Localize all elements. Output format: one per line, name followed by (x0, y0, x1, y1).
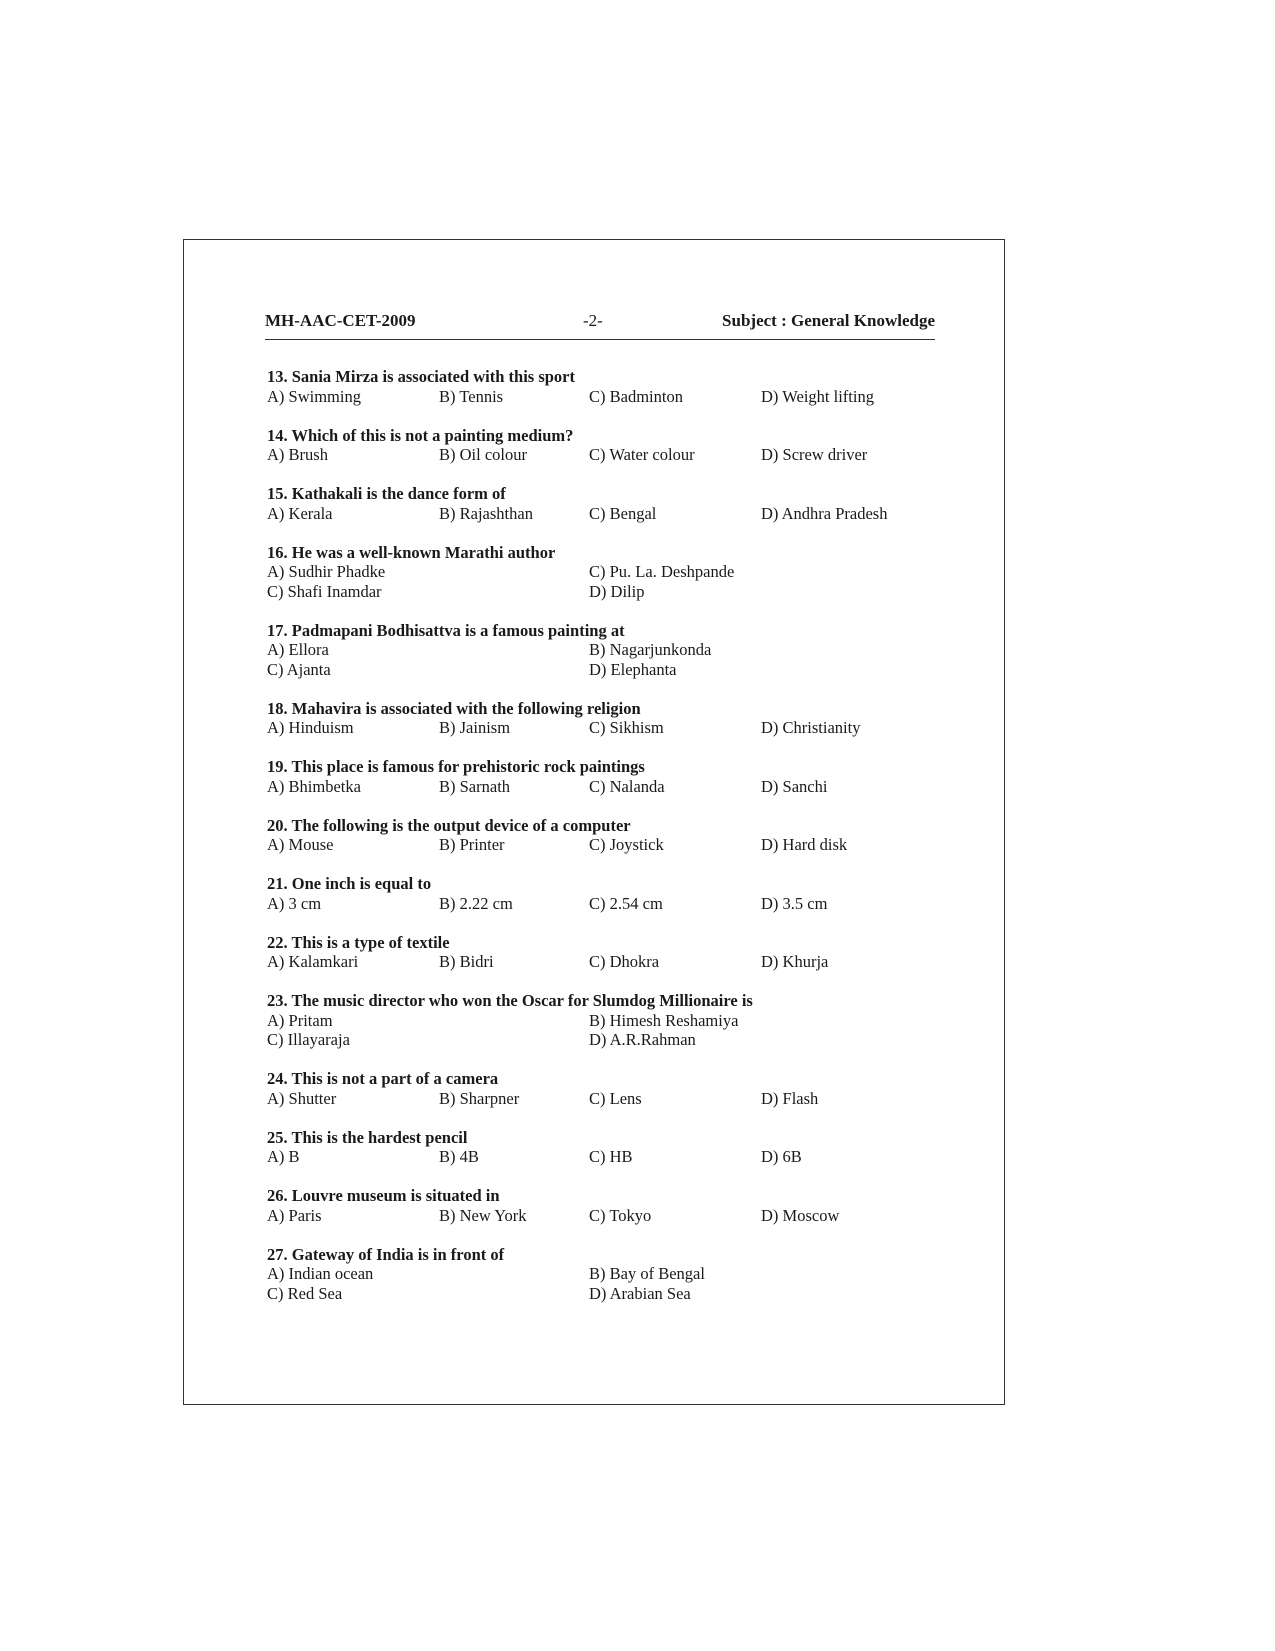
question-15 (267, 484, 947, 543)
option-row (267, 445, 947, 465)
option-row (267, 387, 947, 407)
option: D) Christianity (761, 718, 861, 737)
option: A) Mouse (267, 835, 334, 854)
option-row (267, 640, 947, 660)
option-row (267, 660, 947, 680)
option: C) Pu. La. Deshpande (589, 562, 735, 581)
page-header (265, 311, 935, 340)
option: D) 6B (761, 1147, 802, 1166)
option: A) Hinduism (267, 718, 354, 737)
question-17 (267, 621, 947, 699)
option: A) Paris (267, 1205, 322, 1225)
option: C) Tokyo (589, 1205, 652, 1225)
option: B) Sarnath (439, 776, 511, 796)
question-text: 14. Which of this is not a painting medium? (267, 425, 574, 445)
option: B) Oil colour (439, 445, 527, 464)
option-row (267, 1089, 947, 1109)
option: D) Sanchi (761, 776, 828, 796)
option: C) Dhokra (589, 952, 660, 971)
option-row (267, 894, 947, 914)
question-text: 25. This is the hardest pencil (267, 1127, 468, 1147)
option: C) Joystick (589, 835, 664, 854)
option-row (267, 504, 947, 524)
question-13 (267, 367, 947, 426)
option: B) Jainism (439, 718, 511, 737)
option: A) Kerala (267, 503, 333, 523)
option: C) Nalanda (589, 776, 665, 796)
option: C) Red Sea (267, 1283, 343, 1303)
option: A) Kalamkari (267, 952, 359, 971)
option-row (267, 1284, 947, 1304)
option: C) Lens (589, 1088, 642, 1108)
question-text: 16. He was a well-known Marathi author (267, 542, 556, 562)
option: B) Himesh Reshamiya (589, 1010, 739, 1030)
option: C) Ajanta (267, 659, 331, 679)
question-text: 26. Louvre museum is situated in (267, 1186, 500, 1205)
question-24 (267, 1069, 947, 1128)
question-list (267, 367, 947, 1323)
option: C) Bengal (589, 503, 657, 523)
option: D) Khurja (761, 952, 829, 971)
option: B) Nagarjunkonda (589, 640, 712, 659)
question-text: 19. This place is famous for prehistoric rock paintings (267, 757, 645, 776)
option-row (267, 1030, 947, 1050)
option-row (267, 562, 947, 582)
question-text: 23. The music director who won the Oscar for Slumdog Millionaire is (267, 991, 753, 1010)
question-21 (267, 874, 947, 933)
option: D) Arabian Sea (589, 1283, 691, 1303)
option: B) Bidri (439, 952, 494, 971)
option: C) Badminton (589, 386, 683, 406)
question-14 (267, 426, 947, 485)
option: B) 4B (439, 1147, 479, 1166)
option-row (267, 718, 947, 738)
option: A) Sudhir Phadke (267, 562, 386, 581)
question-text: 27. Gateway of India is in front of (267, 1244, 505, 1264)
option-row (267, 1011, 947, 1031)
question-text: 22. This is a type of textile (267, 932, 450, 952)
option-row (267, 1147, 947, 1167)
question-23 (267, 991, 947, 1069)
option-row (267, 1206, 947, 1226)
question-19 (267, 757, 947, 816)
option-row (267, 952, 947, 972)
option: C) 2.54 cm (589, 893, 663, 913)
option: A) Indian ocean (267, 1264, 374, 1283)
option: B) Sharpner (439, 1088, 520, 1108)
question-22 (267, 933, 947, 992)
option: D) A.R.Rahman (589, 1030, 696, 1049)
question-text: 21. One inch is equal to (267, 874, 432, 893)
option: A) 3 cm (267, 893, 322, 913)
option: D) Flash (761, 1088, 819, 1108)
option: A) Shutter (267, 1088, 337, 1108)
question-18 (267, 699, 947, 758)
option: A) Bhimbetka (267, 776, 361, 796)
option: B) Bay of Bengal (589, 1264, 705, 1283)
option: D) Moscow (761, 1205, 840, 1225)
option-row (267, 835, 947, 855)
question-20 (267, 816, 947, 875)
option: C) Water colour (589, 445, 695, 464)
option: D) 3.5 cm (761, 893, 828, 913)
page-number: -2- (583, 311, 603, 330)
option: D) Weight lifting (761, 386, 874, 406)
option: B) New York (439, 1205, 527, 1225)
question-27 (267, 1245, 947, 1323)
option: A) Ellora (267, 640, 329, 659)
option: C) Sikhism (589, 718, 664, 737)
subject-title: Subject : General Knowledge (722, 311, 935, 330)
option: A) Pritam (267, 1010, 333, 1030)
option: A) Brush (267, 445, 328, 464)
option: B) Rajashthan (439, 503, 533, 523)
option-row (267, 1264, 947, 1284)
question-text: 20. The following is the output device of a computer (267, 815, 631, 835)
question-16 (267, 543, 947, 621)
option-row (267, 777, 947, 797)
option: C) HB (589, 1147, 633, 1166)
option: C) Illayaraja (267, 1030, 350, 1049)
question-text: 13. Sania Mirza is associated with this sport (267, 367, 576, 386)
option: B) Tennis (439, 386, 504, 406)
option: D) Andhra Pradesh (761, 503, 888, 523)
option: D) Dilip (589, 581, 645, 601)
question-26 (267, 1186, 947, 1245)
exam-code: MH-AAC-CET-2009 (265, 311, 416, 330)
option: D) Elephanta (589, 659, 677, 679)
option-row (267, 582, 947, 602)
option: A) Swimming (267, 386, 361, 406)
option: A) B (267, 1147, 300, 1166)
option: D) Screw driver (761, 445, 868, 464)
option: D) Hard disk (761, 835, 848, 854)
question-text: 17. Padmapani Bodhisattva is a famous painting at (267, 620, 625, 640)
option: B) Printer (439, 835, 505, 854)
option: B) 2.22 cm (439, 893, 513, 913)
question-text: 18. Mahavira is associated with the following religion (267, 698, 641, 718)
question-text: 24. This is not a part of a camera (267, 1069, 499, 1088)
option: C) Shafi Inamdar (267, 581, 382, 601)
question-text: 15. Kathakali is the dance form of (267, 484, 506, 503)
question-25 (267, 1128, 947, 1187)
